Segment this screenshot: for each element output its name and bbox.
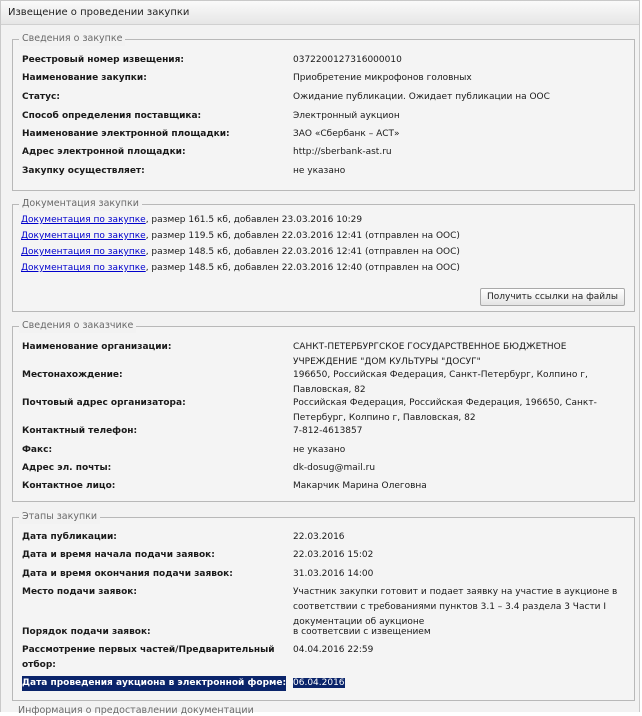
application-procedure-label: Порядок подачи заявок: [22,627,151,637]
stages-section [12,511,635,701]
location-value: 196650, Российская Федерация, Санкт-Петербург, Колпино г, Павловская, 82 [293,370,588,395]
documentation-section [12,198,635,312]
window-title: Извещение о проведении закупки [1,1,639,25]
customer-info-section [12,320,635,502]
document-item [21,245,460,260]
phone-label: Контактный телефон: [22,426,138,436]
document-item [21,213,362,228]
document-link[interactable]: Документация по закупке [21,263,146,273]
application-end-value: 31.03.2016 14:00 [293,569,374,579]
performer-value: не указано [293,166,346,176]
document-item [21,229,460,244]
publication-date-value: 22.03.2016 [293,532,345,542]
organization-name-value: САНКТ-ПЕТЕРБУРГСКОЕ ГОСУДАРСТВЕННОЕ БЮДЖЕТНОЕ УЧРЕЖДЕНИЕ "ДОМ КУЛЬТУРЫ "ДОСУГ" [293,342,567,367]
purchase-name-value: Приобретение микрофонов головных [293,73,472,83]
application-start-value: 22.03.2016 15:02 [293,550,374,560]
performer-label: Закупку осуществляет: [22,166,145,176]
platform-address-label: Адрес электронной площадки: [22,147,186,157]
next-section-legend: Информация о предоставлении документации [18,705,254,716]
stages-legend: Этапы закупки [19,510,100,524]
application-procedure-value: в соответсвии с извещением [293,627,431,637]
fax-value: не указано [293,445,346,455]
document-link[interactable]: Документация по закупке [21,215,146,225]
location-label: Местонахождение: [22,370,123,380]
platform-name-label: Наименование электронной площадки: [22,129,230,139]
document-item [21,261,460,276]
contact-person-label: Контактное лицо: [22,481,116,491]
first-parts-review-label: Рассмотрение первых частей/Предварительный отбор: [22,645,275,670]
get-file-links-button[interactable]: Получить ссылки на файлы [480,288,625,306]
application-place-value: Участник закупки готовит и подает заявку на участие в аукционе в соответствии с требованиями пунктов 3.1 – 3.4 раздела 3 Части I документации об аукционе [293,587,618,627]
email-label: Адрес эл. почты: [22,463,112,473]
organization-name-label: Наименование организации: [22,342,172,352]
document-info: , размер 148.5 кб, добавлен 22.03.2016 12:41 (отправлен на ООС) [145,247,460,257]
document-link[interactable]: Документация по закупке [21,247,146,257]
publication-date-label: Дата публикации: [22,532,117,542]
auction-date-value: 06.04.2016 [293,678,345,688]
contact-person-value: Макарчик Марина Олеговна [293,481,427,491]
first-parts-review-value: 04.04.2016 22:59 [293,645,374,655]
postal-address-value: Российская Федерация, Российская Федерация, 196650, Санкт-Петербург, Колпино г, Павловская, 82 [293,398,597,423]
auction-date-value-wrap [293,676,623,691]
customer-info-legend: Сведения о заказчике [19,319,136,333]
document-info: , размер 148.5 кб, добавлен 22.03.2016 12:40 (отправлен на ООС) [145,263,460,273]
phone-value: 7-812-4613857 [293,426,363,436]
registry-number-label: Реестровый номер извещения: [22,55,184,65]
supplier-method-label: Способ определения поставщика: [22,111,202,121]
platform-name-value: ЗАО «Сбербанк – АСТ» [293,129,400,139]
status-label: Статус: [22,92,60,102]
email-value: dk-dosug@mail.ru [293,463,376,473]
application-end-label: Дата и время окончания подачи заявок: [22,569,233,579]
purchase-info-legend: Сведения о закупке [19,32,125,46]
purchase-info-section [12,33,635,191]
postal-address-label: Почтовый адрес организатора: [22,398,186,408]
document-link[interactable]: Документация по закупке [21,231,146,241]
platform-address-value: http://sberbank-ast.ru [293,147,392,157]
supplier-method-value: Электронный аукцион [293,111,400,121]
documentation-legend: Документация закупки [19,197,142,211]
status-value: Ожидание публикации. Ожидает публикации на ООС [293,92,550,102]
auction-date-label: Дата проведения аукциона в электронной форме: [22,676,286,691]
application-start-label: Дата и время начала подачи заявок: [22,550,215,560]
document-info: , размер 161.5 кб, добавлен 23.03.2016 10:29 [145,215,363,225]
application-place-label: Место подачи заявок: [22,587,137,597]
purchase-name-label: Наименование закупки: [22,73,147,83]
fax-label: Факс: [22,445,53,455]
document-info: , размер 119.5 кб, добавлен 22.03.2016 12:41 (отправлен на ООС) [145,231,460,241]
registry-number-value: 0372200127316000010 [293,55,402,65]
